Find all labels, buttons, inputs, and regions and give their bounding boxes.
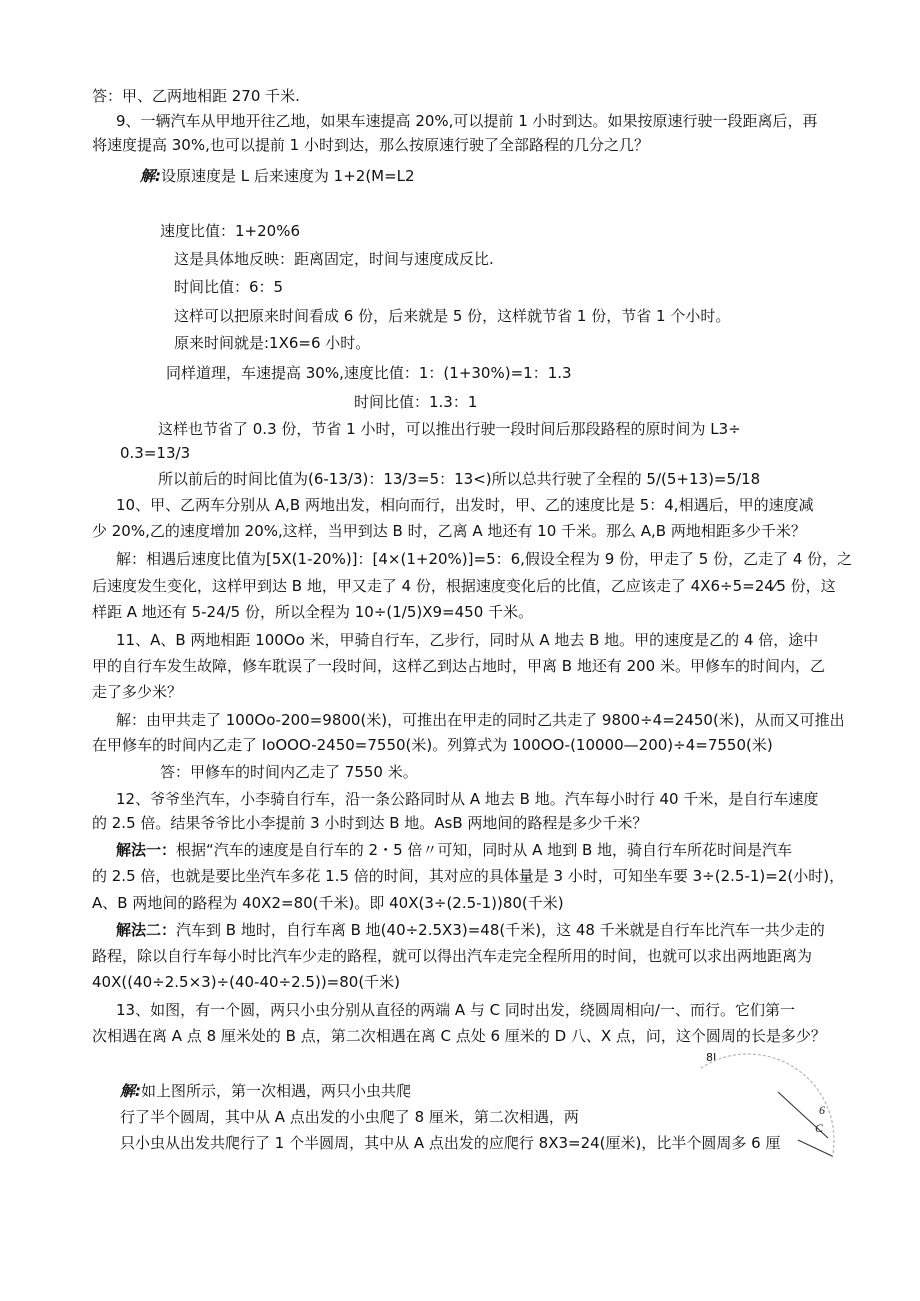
- figure-line: [798, 1140, 832, 1156]
- text-line: 少 20%,乙的速度增加 20%,这样，当甲到达 B 时，乙离 A 地还有 10 千米。那么 A,B 两地相距多少千米？: [92, 522, 806, 540]
- text-line: A、B 两地间的路程为 40X2=80(千米)。即 40X(3÷(2.5-1))80(千米): [92, 894, 564, 912]
- text-line: 后速度发生变化，这样甲到达 B 地，甲又走了 4 份，根据速度变化后的比值，乙应该走了 4X6÷5=24⁄5 份，这: [92, 577, 836, 595]
- figure-label-c: C: [815, 1121, 824, 1135]
- text-line: 同样道理，车速提高 30%,速度比值：1：(1+30%)=1：1.3: [166, 364, 572, 382]
- figure-label-6: 6: [819, 1103, 825, 1117]
- text-line: 只小虫从出发共爬行了 1 个半圆周，其中从 A 点出发的应爬行 8X3=24(厘米)，比半个圆周多 6 厘: [120, 1134, 781, 1152]
- text-line: 时间比值：6：5: [174, 278, 284, 296]
- text-line: 0.3=13/3: [120, 444, 191, 462]
- figure-label-8: 8I: [706, 1051, 717, 1064]
- method-two-label: 解法二：: [116, 921, 177, 939]
- text-line: 答：甲、乙两地相距 270 千米.: [92, 87, 300, 105]
- text-line: [116, 920, 825, 940]
- text-line: 的 2.5 倍。结果爷爷比小李提前 3 小时到达 B 地。AsB 两地间的路程是多少千米？: [92, 814, 648, 832]
- text-line: 原来时间就是:1X6=6 小时。: [174, 334, 371, 352]
- text-line: 在甲修车的时间内乙走了 IoOOO-2450=7550(米)。列算式为 100OO-(10000—200)÷4=7550(米): [92, 736, 773, 754]
- text-line: [140, 166, 415, 186]
- text-line: 9、一辆汽车从甲地开往乙地，如果车速提高 20%,可以提前 1 小时到达。如果按原速行驶一段距离后，再: [116, 112, 818, 130]
- method-one-label: 解法一：: [116, 841, 177, 859]
- text-line: 解：由甲共走了 100Oo-200=9800(米)，可推出在甲走的同时乙共走了 9800÷4=2450(米)，从而又可推出: [116, 711, 845, 729]
- text-line: 速度比值：1+20%6: [160, 222, 300, 240]
- text-line: 甲的自行车发生故障，修车耽误了一段时间，这样乙到达占地时，甲离 B 地还有 200 米。甲修车的时间内，乙: [92, 657, 825, 675]
- text-line: 12、爷爷坐汽车，小李骑自行车，沿一条公路同时从 A 地去 B 地。汽车每小时行 40 千米，是自行车速度: [116, 790, 819, 808]
- text-line: 10、甲、乙两车分别从 A,B 两地出发，相向而行，出发时，甲、乙的速度比是 5：4,相遇后，甲的速度减: [116, 496, 814, 514]
- text-line: 走了多少米？: [92, 683, 183, 701]
- solution-label: 解:: [120, 1082, 141, 1100]
- text-line: [116, 840, 792, 860]
- text-line: 11、A、B 两地相距 100Oo 米，甲骑自行车，乙步行，同时从 A 地去 B 地。甲的速度是乙的 4 倍，途中: [116, 631, 819, 649]
- text-line: 行了半个圆周，其中从 A 点出发的小虫爬了 8 厘米，第二次相遇，两: [120, 1108, 579, 1126]
- text-line: 样距 A 地还有 5-24/5 份，所以全程为 10÷(1/5)X9=450 千米。: [92, 603, 534, 621]
- text-line: 路程，除以自行车每小时比汽车少走的路程，就可以得出汽车走完全程所用的时间，也就可以求出两地距离为: [92, 947, 813, 965]
- text: 设原速度是 L 后来速度为 1+2(M=L2: [161, 167, 415, 185]
- text: 根据“汽车的速度是自行车的 2・5 倍〃可知，同时从 A 地到 B 地，骑自行车所花时间是汽车: [176, 841, 793, 859]
- text-line: 13、如图，有一个圆，两只小虫分别从直径的两端 A 与 C 同时出发，绕圆周相向/一、而行。它们第一: [116, 1001, 795, 1019]
- text-line: 的 2.5 倍，也就是要比坐汽车多花 1.5 倍的时间，其对应的具体量是 3 小时，可知坐车要 3÷(2.5-1)=2(小时)，: [92, 867, 845, 885]
- text: 汽车到 B 地时，自行车离 B 地(40÷2.5X3)=48(千米)，这 48 千米就是自行车比汽车一共少走的: [176, 921, 825, 939]
- text-line: [120, 1081, 411, 1101]
- text-line: 这样可以把原来时间看成 6 份，后来就是 5 份，这样就节省 1 份，节省 1 个小时。: [174, 307, 731, 325]
- text-line: 40X((40÷2.5×3)÷(40-40÷2.5))=80(千米): [92, 973, 401, 991]
- text-line: 次相遇在离 A 点 8 厘米处的 B 点，第二次相遇在离 C 点处 6 厘米的 D 八、X 点，问，这个圆周的长是多少？: [92, 1027, 826, 1045]
- text-line: 所以前后的时间比值为(6-13/3)：13/3=5：13<)所以总共行驶了全程的 5/(5+13)=5/18: [158, 470, 761, 488]
- text-line: 答：甲修车的时间内乙走了 7550 米。: [160, 763, 418, 781]
- text-line: 将速度提高 30%,也可以提前 1 小时到达，那么按原速行驶了全部路程的几分之几？: [92, 136, 649, 154]
- text: 如上图所示，第一次相遇，两只小虫共爬: [141, 1082, 412, 1100]
- text-line: 这样也节省了 0.3 份，节省 1 小时，可以推出行驶一段时间后那段路程的原时间为 L3÷: [158, 420, 741, 438]
- text-line: 时间比值：1.3：1: [354, 393, 478, 411]
- text-line: 这是具体地反映：距离固定，时间与速度成反比.: [174, 250, 494, 268]
- solution-label: 解:: [140, 167, 161, 185]
- text-line: 解：相遇后速度比值为[5X(1-20%)]：[4×(1+20%)]=5：6,假设全程为 9 份，甲走了 5 份，乙走了 4 份，之: [116, 550, 853, 568]
